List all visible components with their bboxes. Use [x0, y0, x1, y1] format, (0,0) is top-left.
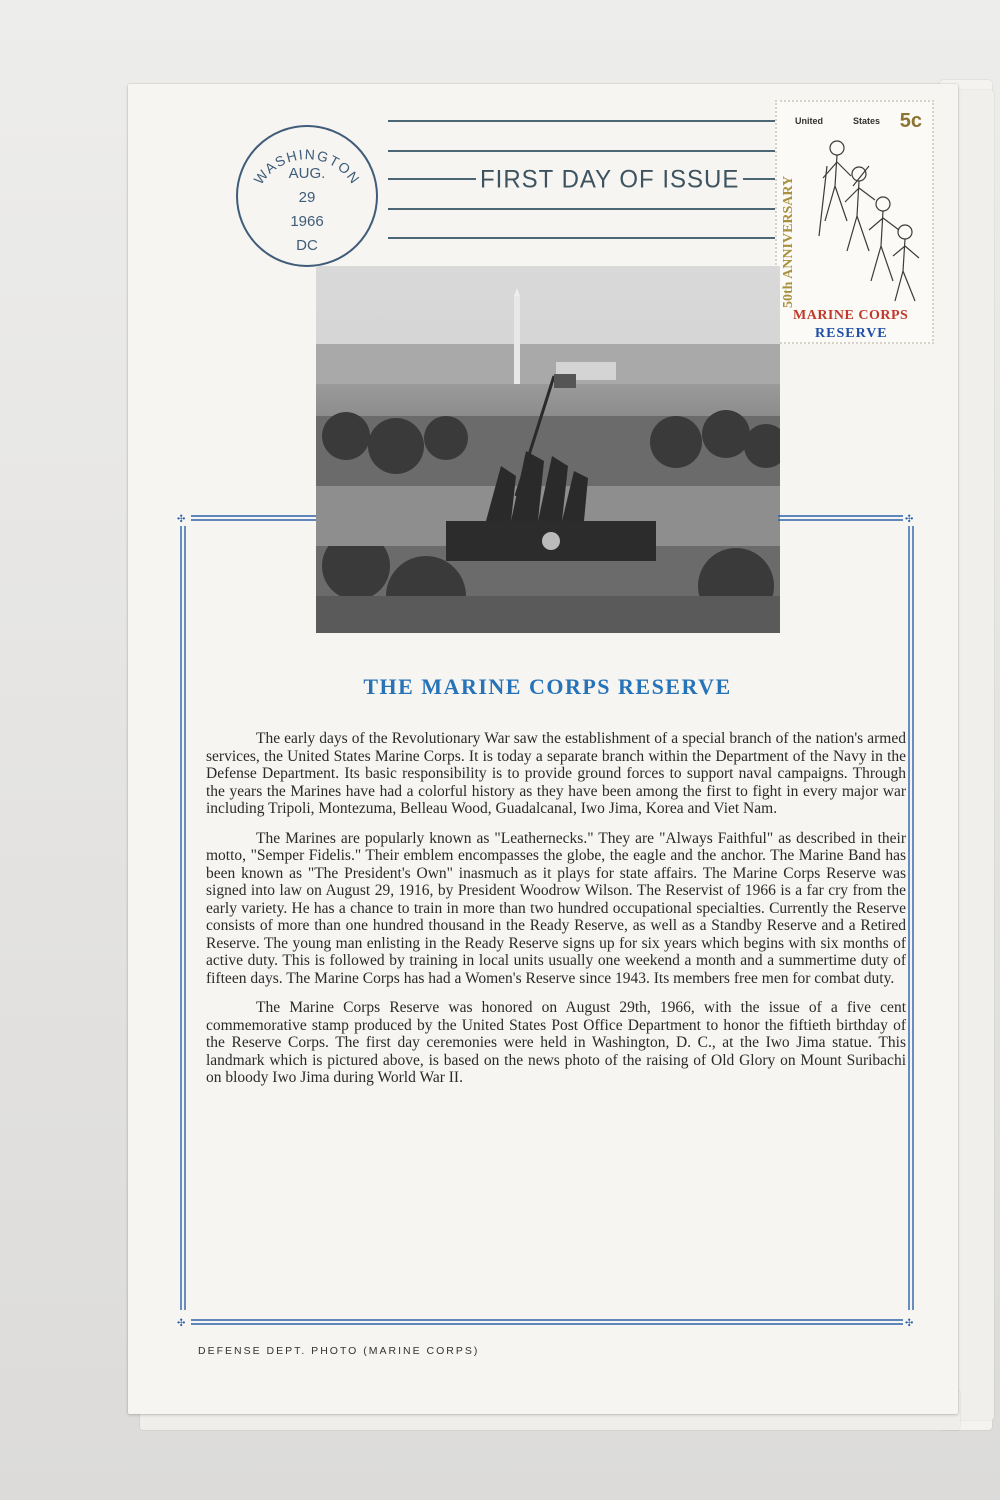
paragraph: The Marines are popularly known as "Leathernecks." They are "Always Faithful" as described in their motto, "Semper Fidelis." Their emblem encompasses the globe, the eagle and the anchor. The Marine Band has been known as "The President's Own" inasmuch as it plays for state affairs. The Marine Corps Reserve was signed into law on August 29, 1916, by President Woodrow Wilson. The Reservist of 1966 is a far cry from the early variety. He has a chance to train in more than two hundred occupational specialties. Currently the Reserve consists of more than one hundred thousand in the Ready Reserve, as well as a Standby Reserve and a Retired Reserve. The young man enlisting in the Ready Reserve signs up for six years which begins with six months of active duty. This is followed by training in local units usually one weekend a month and a summertime duty of fifteen days. The Marine Corps has had a Women's Reserve since 1943. Its members free men for combat duty. — [206, 829, 906, 987]
postmark-state: DC — [296, 237, 318, 254]
postmark-month: AUG. — [288, 165, 326, 182]
stamp-title-reserve: RESERVE — [815, 326, 888, 341]
postmark-day: 29 — [298, 189, 316, 206]
postmark — [233, 122, 381, 270]
corner-ornament-icon: ✣ — [905, 514, 914, 525]
stamp-value: 5c — [899, 110, 922, 132]
postage-stamp — [775, 100, 934, 344]
stamp-anniversary: 50th ANNIVERSARY — [781, 175, 796, 308]
corner-ornament-icon: ✣ — [177, 514, 186, 525]
paragraph: The Marine Corps Reserve was honored on August 29th, 1966, with the issue of a five cent commemorative stamp produced by the United States Post Office Department to honor the fiftieth birthday of the Reserve Corps. The first day ceremonies were held in Washington, D. C., at the Iwo Jima statue. This landmark which is pictured above, is based on the news photo of the raising of Old Glory on Mount Suribachi on bloody Iwo Jima during World War II. — [206, 999, 906, 1086]
stamp-title-marine-corps: MARINE CORPS — [793, 308, 909, 323]
postmark-year: 1966 — [290, 213, 324, 230]
article-body — [206, 730, 906, 1099]
corner-ornament-icon: ✣ — [905, 1318, 914, 1328]
postmark-city: WASHINGTON — [250, 146, 364, 188]
stamp-country-states: States — [853, 116, 881, 126]
first-day-of-issue-cancel: FIRST DAY OF ISSUE — [476, 163, 743, 197]
stamp-country-united: United — [795, 116, 823, 126]
page-title: THE MARINE CORPS RESERVE — [363, 674, 732, 699]
corner-ornament-icon: ✣ — [177, 1318, 186, 1328]
paragraph: The early days of the Revolutionary War saw the establishment of a special branch of the nation's armed services, the United States Marine Corps. It is today a separate branch within the Department of the Navy in the Defense Department. Its basic responsibility is to provide ground forces to support naval campaigns. Through the years the Marines have had a colorful history as they have been among the first to fight in every major war including Tripoli, Montezuma, Belleau Wood, Guadalcanal, Iwo Jima, Korea and Viet Nam. — [206, 730, 906, 817]
marines-illustration — [807, 126, 925, 306]
photo-credit: DEFENSE DEPT. PHOTO (MARINE CORPS) — [198, 1345, 480, 1357]
